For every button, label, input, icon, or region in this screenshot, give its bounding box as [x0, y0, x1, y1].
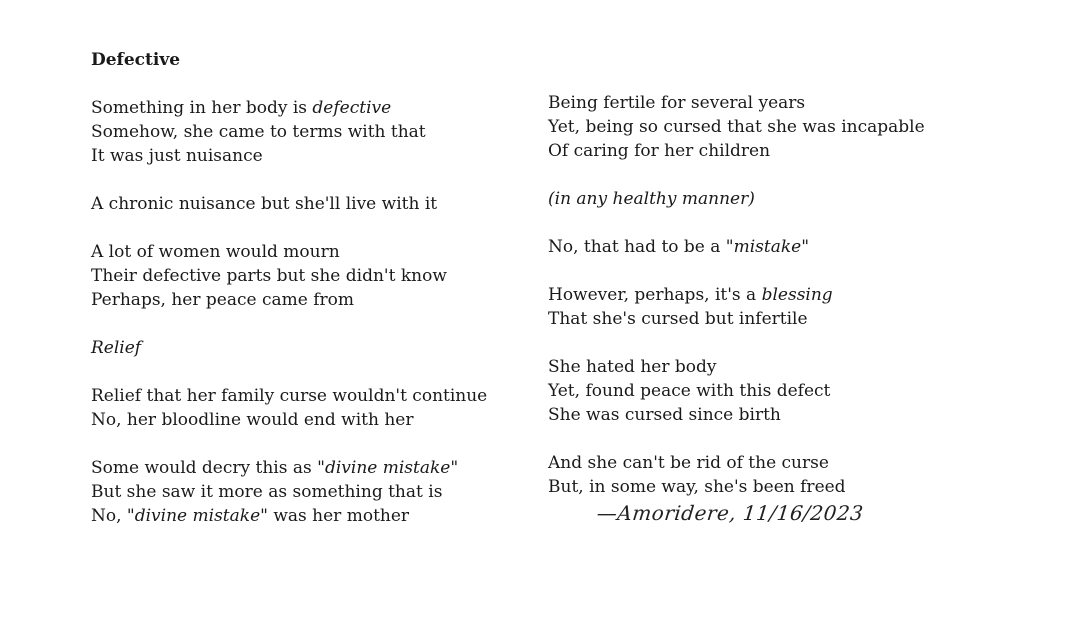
stanza-break: [548, 427, 925, 451]
stanza-break: [548, 259, 925, 283]
poem-line-text: Somehow, she came to terms with that: [91, 122, 426, 142]
poem-line-text: Some would decry this as: [91, 458, 318, 478]
poem-line-text: But, in some way, she's been freed: [548, 477, 846, 497]
poem-line-text: Yet, being so cursed that she was incapable: [548, 117, 925, 137]
poem-line-text: She was cursed since birth: [548, 405, 781, 425]
stanza-break: [548, 331, 925, 355]
poem-title: Defective: [91, 50, 181, 70]
poem-line-text: That she's cursed but infertile: [548, 309, 808, 329]
poem-line: [548, 451, 925, 475]
poem-line: [548, 355, 925, 379]
poem-line-text: She hated her body: [548, 357, 717, 377]
poem-left-column: [91, 96, 487, 528]
poem-line: [91, 384, 487, 408]
poem-line-text: Perhaps, her peace came from: [91, 290, 354, 310]
poem-line-text: It was just nuisance: [91, 146, 263, 166]
poem-line-italic-text: blessing: [761, 285, 833, 305]
poem-line-text: Their defective parts but she didn't know: [91, 266, 447, 286]
poem-line-text: No, that had to be a ": [548, 237, 734, 257]
poem-line: [548, 379, 925, 403]
poem-line: [91, 336, 487, 360]
poem-line: [91, 480, 487, 504]
poem-line: [91, 96, 487, 120]
poem-line-italic-text: Relief: [91, 338, 142, 358]
poem-line-text: was her mother: [267, 506, 410, 526]
poem-line-text: However, perhaps, it's a: [548, 285, 762, 305]
poem-line: [91, 456, 487, 480]
poem-line-text: Something in her body is: [91, 98, 313, 118]
poem-line: [91, 408, 487, 432]
poem-line-text: A lot of women would mourn: [91, 242, 340, 262]
stanza-break: [548, 163, 925, 187]
poem-line: [91, 504, 487, 528]
poem-line: [548, 475, 925, 499]
poem-line: [91, 288, 487, 312]
poem-line: [548, 187, 925, 211]
stanza-break: [91, 312, 487, 336]
stanza-break: [91, 168, 487, 192]
stanza-break: [91, 216, 487, 240]
poem-line: [548, 139, 925, 163]
poem-line-text: Yet, found peace with this defect: [548, 381, 831, 401]
poem-line-italic-text: "divine mistake": [317, 458, 459, 478]
poem-line: [91, 120, 487, 144]
poem-line: [91, 240, 487, 264]
poem-line-text: Being fertile for several years: [548, 93, 806, 113]
poem-line-italic-text: defective: [312, 98, 392, 118]
poem-line-text: A chronic nuisance but she'll live with it: [91, 194, 438, 214]
stanza-break: [91, 432, 487, 456]
poem-line-text: And she can't be rid of the curse: [548, 453, 829, 473]
poem-line: [91, 192, 487, 216]
poem-line-text: Relief that her family curse wouldn't continue: [91, 386, 488, 406]
poem-line: [548, 283, 925, 307]
poem-line: [548, 115, 925, 139]
poem-line-text: No, her bloodline would end with her: [91, 410, 414, 430]
poem-line-italic-text: (in any healthy manner): [548, 189, 755, 209]
poem-right-column: [548, 91, 925, 499]
poem-line-italic-text: "divine mistake": [126, 506, 268, 526]
poem-line-text: Of caring for her children: [548, 141, 771, 161]
poem-line: [91, 264, 487, 288]
poem-line: [91, 144, 487, 168]
poem-line-italic-text: mistake": [733, 237, 810, 257]
author-signature: —Amoridere, 11/16/2023: [595, 501, 865, 525]
stanza-break: [91, 360, 487, 384]
poem-line-text: But she saw it more as something that is: [91, 482, 443, 502]
poem-line: [548, 235, 925, 259]
poem-line: [548, 307, 925, 331]
stanza-break: [548, 211, 925, 235]
poem-line-text: No,: [91, 506, 127, 526]
poem-line: [548, 403, 925, 427]
poem-line: [548, 91, 925, 115]
